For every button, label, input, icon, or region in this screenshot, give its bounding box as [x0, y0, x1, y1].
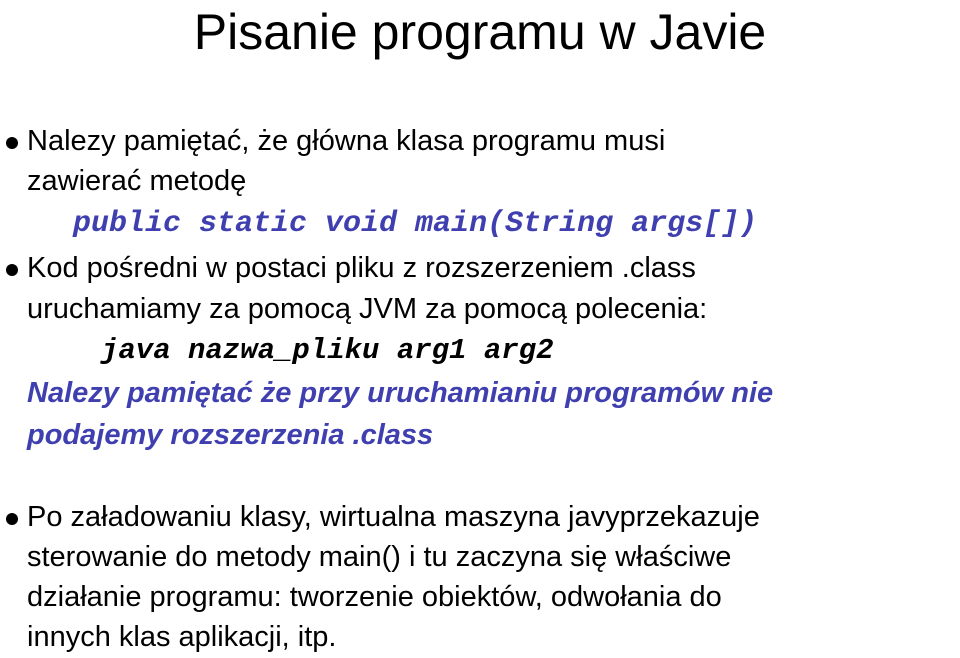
- note-line-2: podajemy rozszerzenia .class: [27, 419, 434, 451]
- bullet-2-line-1: Kod pośredni w postaci pliku z rozszerzeniem .class: [27, 252, 696, 284]
- bullet-1-line-2: zawierać metodę: [27, 165, 247, 197]
- note-line-1: Nalezy pamiętać że przy uruchamianiu programów nie: [27, 377, 774, 409]
- main-method-signature: public static void main(String args[]): [73, 207, 758, 241]
- bullet-3-line-2: sterowanie do metody main() i tu zaczyna się właściwe: [27, 541, 732, 573]
- bullet-2-line-2: uruchamiamy za pomocą JVM za pomocą polecenia:: [27, 293, 708, 325]
- bullet-3-line-4: innych klas aplikacji, itp.: [27, 621, 337, 653]
- bullet-dot-3: [6, 513, 18, 525]
- bullet-3-line-3: działanie programu: tworzenie obiektów, odwołania do: [27, 581, 722, 613]
- slide-title: Pisanie programu w Javie: [193, 4, 767, 60]
- bullet-1-line-1: Nalezy pamiętać, że główna klasa programu musi: [27, 125, 666, 157]
- java-command: java nazwa_pliku arg1 arg2: [101, 334, 554, 367]
- bullet-3-line-1: Po załadowaniu klasy, wirtualna maszyna javyprzekazuje: [27, 501, 760, 533]
- bullet-dot-1: [6, 137, 18, 149]
- bullet-dot-2: [6, 264, 18, 276]
